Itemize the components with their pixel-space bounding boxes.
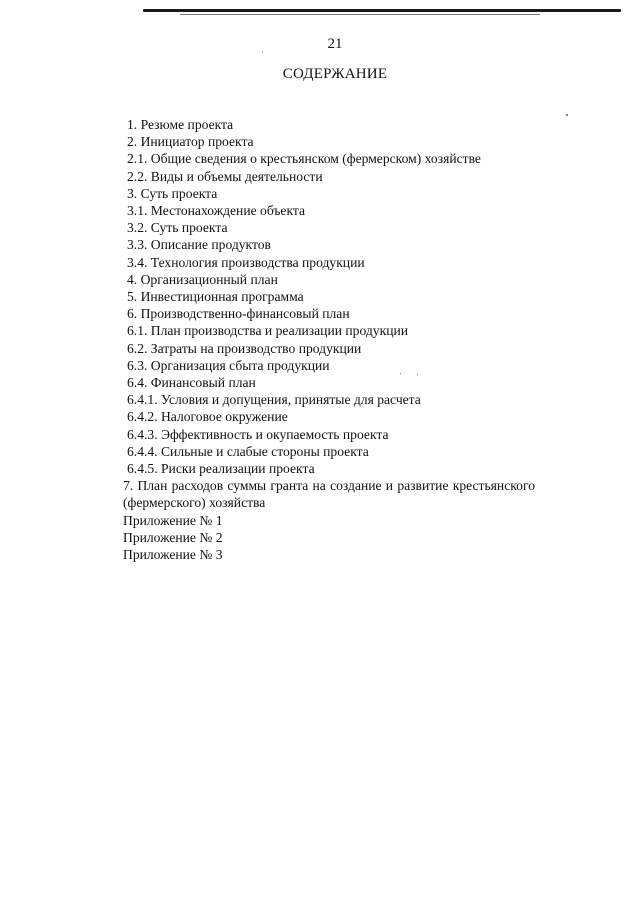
toc-item: 6.4.4. Сильные и слабые стороны проекта: [127, 443, 369, 459]
toc-item: 6.4. Финансовый план: [127, 375, 256, 391]
toc-item: 2.2. Виды и объемы деятельности: [127, 168, 323, 184]
toc-item: Приложение № 2: [123, 529, 223, 545]
toc-item: 3.3. Описание продуктов: [127, 237, 271, 253]
toc-item: 6.4.1. Условия и допущения, принятые для расчета: [127, 392, 421, 408]
page-title: СОДЕРЖАНИЕ: [282, 66, 388, 82]
toc-item: 6.4.2. Налоговое окружение: [127, 409, 288, 425]
toc-item: 6.3. Организация сбыта продукции: [127, 357, 330, 373]
toc-item: Приложение № 3: [123, 547, 223, 563]
top-border-line-thin: [180, 14, 540, 15]
toc-item: 6.2. Затраты на производство продукции: [127, 340, 362, 356]
scan-speck: [566, 114, 568, 116]
toc-item: 1. Резюме проекта: [127, 117, 234, 132]
page-number: 21: [327, 36, 343, 52]
toc-item: 5. Инвестиционная программа: [127, 289, 304, 305]
scan-speck: [262, 51, 263, 52]
scan-speck: [417, 374, 418, 375]
toc-item: 6.4.3. Эффективность и окупаемость проекта: [127, 426, 389, 442]
toc-item: 3. Суть проекта: [127, 185, 218, 201]
toc-item: 3.2. Суть проекта: [127, 220, 228, 236]
toc-item: 2. Инициатор проекта: [127, 134, 254, 150]
toc-item: 3.4. Технология производства продукции: [127, 254, 365, 270]
toc-item: 6. Производственно-финансовый план: [127, 306, 350, 322]
scan-speck: [400, 373, 401, 374]
toc-item: 7. План расходов суммы гранта на создание и развитие крестьянского (фермерского) хозяйства: [123, 478, 535, 511]
table-of-contents: [123, 116, 543, 563]
toc-item: 4. Организационный план: [127, 271, 278, 287]
toc-item: 3.1. Местонахождение объекта: [127, 203, 306, 219]
toc-item: 6.1. План производства и реализации продукции: [127, 323, 409, 339]
toc-item: 6.4.5. Риски реализации проекта: [127, 461, 315, 477]
toc-item: 2.1. Общие сведения о крестьянском (фермерском) хозяйстве: [127, 151, 481, 167]
toc-item: Приложение № 1: [123, 512, 223, 528]
top-border-line: [143, 9, 621, 12]
